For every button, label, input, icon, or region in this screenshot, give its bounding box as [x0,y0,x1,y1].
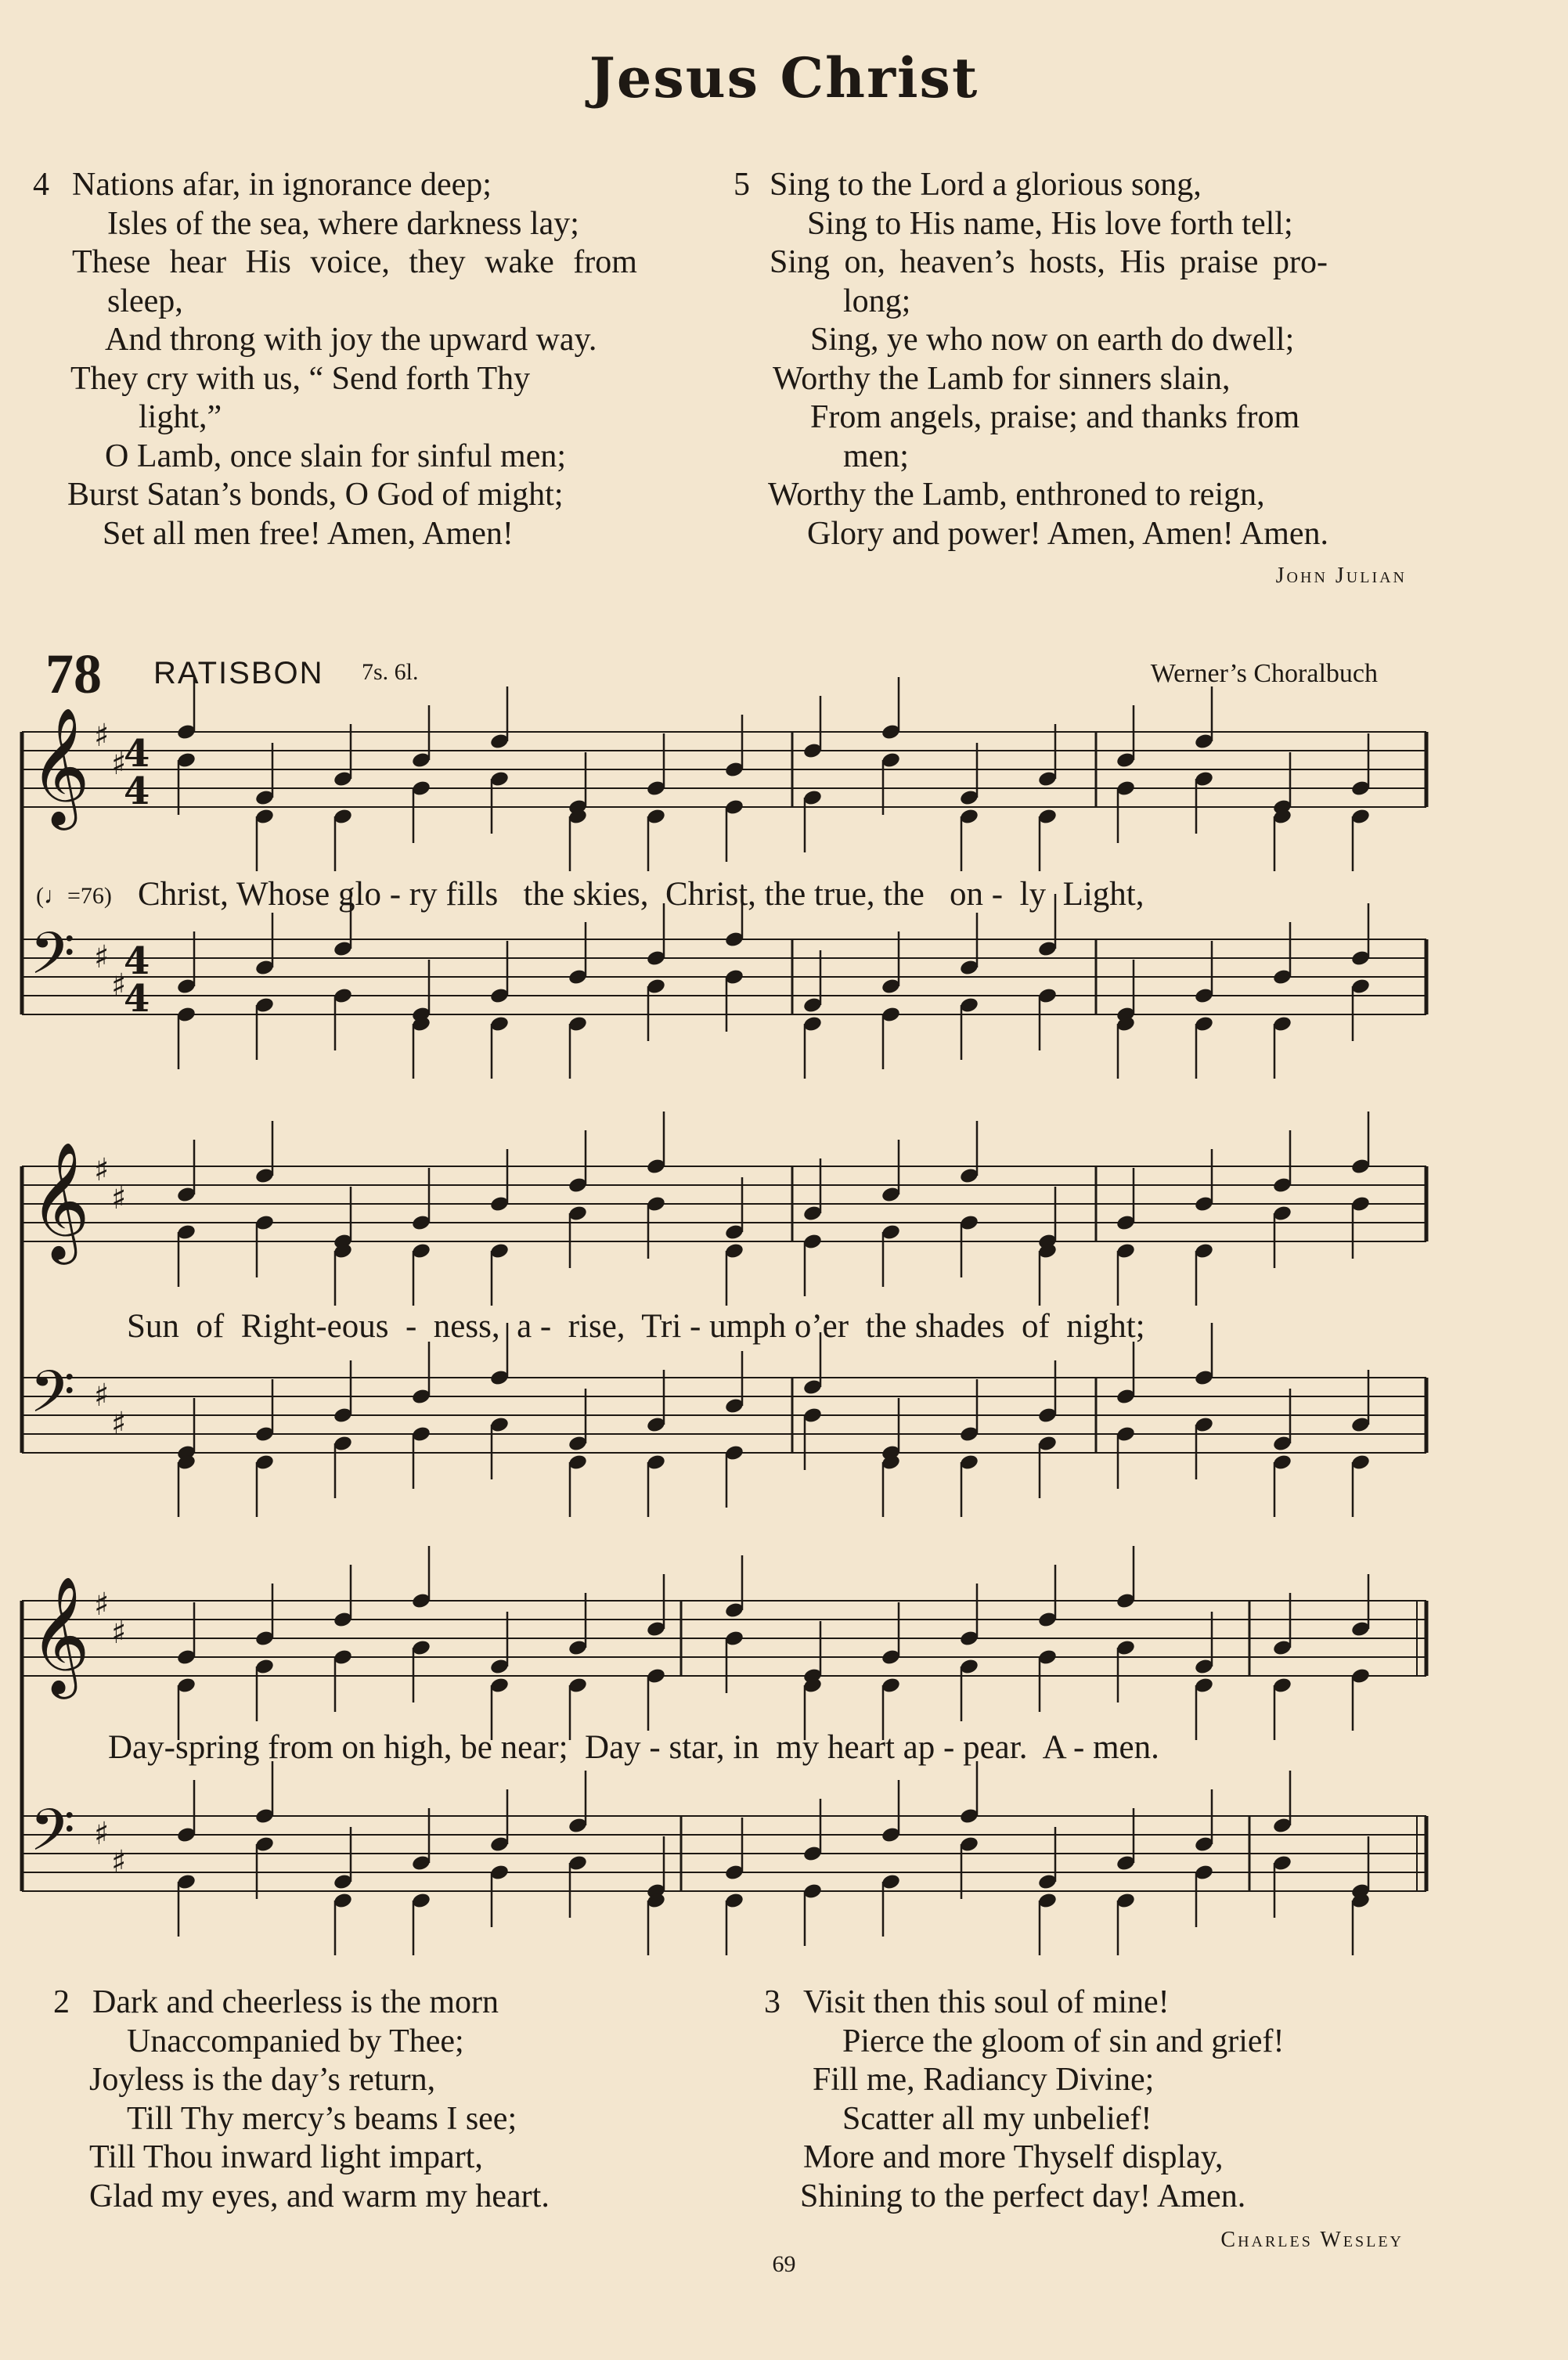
time-signature-bottom: 4 [124,977,150,1021]
time-signature-top: 4 [124,732,150,776]
verse-line: Sing, ye who now on earth do dwell; [810,322,1295,358]
sharp-icon: ♯ [111,1180,127,1216]
verse-line: Scatter all my unbelief! [842,2100,1152,2137]
verse-line: 4 Nations afar, in ignorance deep; [33,166,637,205]
time-signature-top: 4 [124,939,150,983]
verse-number: 2 [53,1984,70,2020]
time-signature-bottom: 4 [124,769,150,813]
verse-line: Till Thy mercy’s beams I see; [127,2100,517,2137]
verse-line: Burst Satan’s bonds, O God of might; [67,477,564,513]
verse-line: Fill me, Radiancy Divine; [813,2062,1155,2098]
sharp-icon: ♯ [94,718,110,754]
author-bottom: Charles Wesley [1220,2228,1404,2252]
verse-line: 5 Sing to the Lord a glorious song, [734,166,1328,205]
verse-line: men; [843,438,909,474]
verse-number: 4 [33,167,49,203]
verse-line: 3 Visit then this soul of mine! [764,1983,1285,2023]
sharp-icon: ♯ [111,1844,127,1880]
verse-line: light,” [139,399,222,435]
treble-clef-icon: 𝄞 [30,706,90,825]
verse-line: And throng with joy the upward way. [105,322,597,358]
bass-clef-icon: 𝄢 [30,1796,75,1879]
lyrics-line-1: Christ, Whose glo - ry fills the skies, Christ, the true, the on - ly Light, [138,876,1144,913]
verse-line: Sing on, heaven’s hosts, His praise pro- [770,244,1328,280]
sharp-icon: ♯ [111,1615,127,1651]
treble-clef-icon: 𝄞 [30,1140,90,1259]
verse-line: Shining to the perfect day! Amen. [800,2178,1246,2214]
sharp-icon: ♯ [111,746,127,782]
hymn-number: 78 [45,643,102,705]
verse-number: 5 [734,167,750,203]
sharp-icon: ♯ [111,1406,127,1442]
verse-line: Isles of the sea, where darkness lay; [107,205,579,242]
verse-line: Unaccompanied by Thee; [127,2023,464,2059]
sharp-icon: ♯ [94,1587,110,1623]
verse-line: Joyless is the day’s return, [89,2062,436,2098]
verse-3 [764,1983,1285,2216]
sharp-icon: ♯ [111,967,127,1003]
treble-clef-icon: 𝄞 [30,1575,90,1694]
sharp-icon: ♯ [94,1152,110,1188]
verse-line: 2 Dark and cheerless is the morn [53,1983,550,2023]
page-number: 69 [772,2251,796,2277]
bass-clef-icon: 𝄢 [30,920,75,1002]
verse-line: More and more Thyself display, [803,2139,1224,2175]
page-title: Jesus Christ [589,45,979,110]
verse-line: These hear His voice, they wake from [72,244,637,280]
verse-line: Set all men free! Amen, Amen! [103,515,514,552]
sharp-icon: ♯ [94,1378,110,1414]
verse-line: Worthy the Lamb for sinners slain, [773,360,1231,397]
verse-2 [53,1983,550,2216]
lyrics-line-3: Day-spring from on high, be near; Day - star, in my heart ap - pear. A - men. [108,1729,1159,1766]
verse-line: Glad my eyes, and warm my heart. [89,2178,550,2214]
sharp-icon: ♯ [94,939,110,975]
verse-line: Sing to His name, His love forth tell; [807,205,1293,242]
verse-line: long; [843,283,911,319]
verse-line: Glory and power! Amen, Amen! Amen. [807,515,1329,552]
author-top: John Julian [1275,564,1407,588]
verse-line: They cry with us, “ Send forth Thy [70,360,531,397]
meter: 7s. 6l. [362,659,419,685]
tune-source: Werner’s Choralbuch [1150,659,1378,688]
sharp-icon: ♯ [94,1816,110,1852]
tune-name: RATISBON [153,656,324,690]
verse-line: Worthy the Lamb, enthroned to reign, [768,477,1265,513]
verse-line: Pierce the gloom of sin and grief! [842,2023,1285,2059]
verse-line: sleep, [107,283,183,319]
tempo-marking: (♩=76) [36,883,112,909]
lyrics-line-2: Sun of Right-eous - ness, a - rise, Tri - umph o’er the shades of night; [127,1308,1145,1345]
verse-line: O Lamb, once slain for sinful men; [105,438,567,474]
verse-line: Till Thou inward light impart, [89,2139,483,2175]
verse-line: From angels, praise; and thanks from [810,399,1300,435]
verse-number: 3 [764,1984,780,2020]
bass-clef-icon: 𝄢 [30,1358,75,1440]
